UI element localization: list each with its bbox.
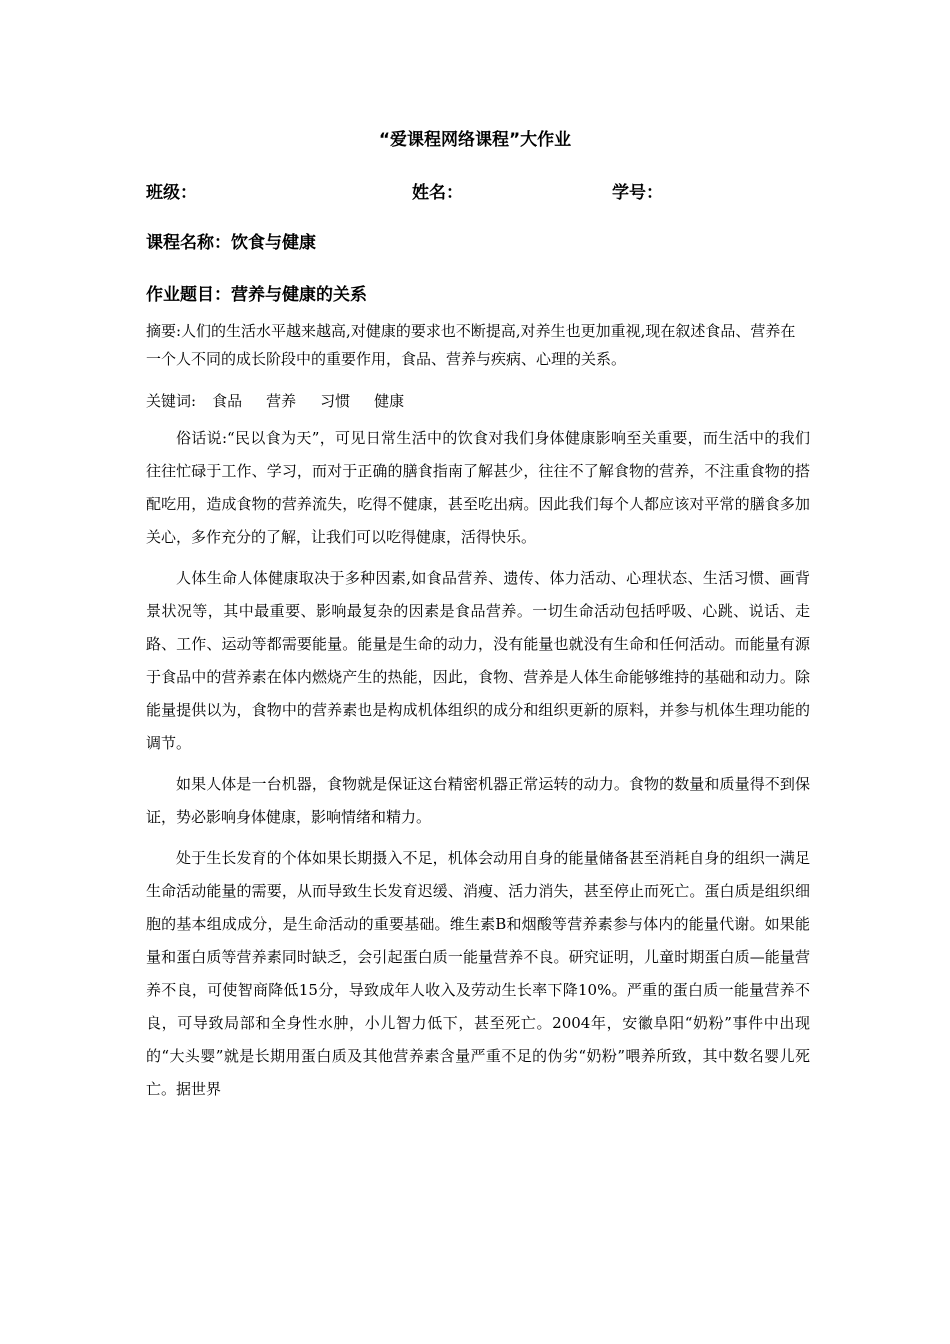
document-title: “爱课程网络课程”大作业 (378, 130, 572, 150)
body-paragraph: 俗话说:“民以食为天”，可见日常生活中的饮食对我们身体健康影响至关重要，而生活中的我们往往忙碌于工作、学习，而对于正确的膳食指南了解甚少，往往不了解食物的营养，不注重食物的搭配吃用，造成食物的营养流失，吃得不健康，甚至吃出病。因此我们每个人都应该对平常的膳食多加关心，多作充分的了解，让我们可以吃得健康，活得快乐。 (146, 429, 810, 546)
keyword-item: 食品 (212, 392, 243, 410)
body-paragraph: 人体生命人体健康取决于多种因素,如食品营养、遗传、体力活动、心理状态、生活习惯、画背景状况等，其中最重要、影响最复杂的因素是食品营养。一切生命活动包括呼吸、心跳、说话、走路、工作、运动等都需要能量。能量是生命的动力，没有能量也就没有生命和任何活动。而能量有源于食品中的营养素在体内燃烧产生的热能，因此，食物、营养是人体生命能够维持的基础和动力。除能量提供以为，食物中的营养素也是构成机体组织的成分和组织更新的原料，并参与机体生理功能的调节。 (146, 569, 810, 752)
keyword-item: 健康 (374, 392, 405, 410)
abstract-block (146, 317, 810, 373)
student-info-row (146, 180, 806, 206)
keyword-item: 习惯 (320, 392, 351, 410)
abstract-text: 摘要:人们的生活水平越来越高,对健康的要求也不断提高,对养生也更加重视,现在叙述食品、营养在一个人不同的成长阶段中的重要作用，食品、营养与疾病、心理的关系。 (146, 322, 796, 368)
student-id-label: 学号： (612, 183, 663, 203)
keywords-label: 关键词: (146, 392, 197, 410)
name-label: 姓名： (412, 183, 463, 203)
class-label: 班级： (146, 183, 197, 203)
keyword-item: 营养 (266, 392, 297, 410)
body-paragraph: 如果人体是一台机器，食物就是保证这台精密机器正常运转的动力。食物的数量和质量得不到保证，势必影响身体健康，影响情绪和精力。 (146, 775, 810, 826)
body-paragraphs (146, 422, 810, 1114)
keywords-line (146, 387, 412, 415)
course-name: 课程名称：饮食与健康 (146, 233, 316, 253)
assignment-topic: 作业题目：营养与健康的关系 (146, 285, 367, 305)
body-paragraph: 处于生长发育的个体如果长期摄入不足，机体会动用自身的能量储备甚至消耗自身的组织一满足生命活动能量的需要，从而导致生长发育迟缓、消瘦、活力消失，甚至停止而死亡。蛋白质是组织细胞的基本组成成分，是生命活动的重要基础。维生素B和烟酸等营养素参与体内的能量代谢。如果能量和蛋白质等营养素同时缺乏，会引起蛋白质一能量营养不良。研究证明，儿童时期蛋白质—能量营养不良，可使智商降低15分，导致成年人收入及劳动生长率下降10%。严重的蛋白质一能量营养不良，可导致局部和全身性水肿，小儿智力低下，甚至死亡。2004年，安徽阜阳“奶粉”事件中出现的“大头婴”就是长期用蛋白质及其他营养素含量严重不足的伪劣“奶粉”喂养所致，其中数名婴儿死亡。据世界 (146, 849, 810, 1098)
